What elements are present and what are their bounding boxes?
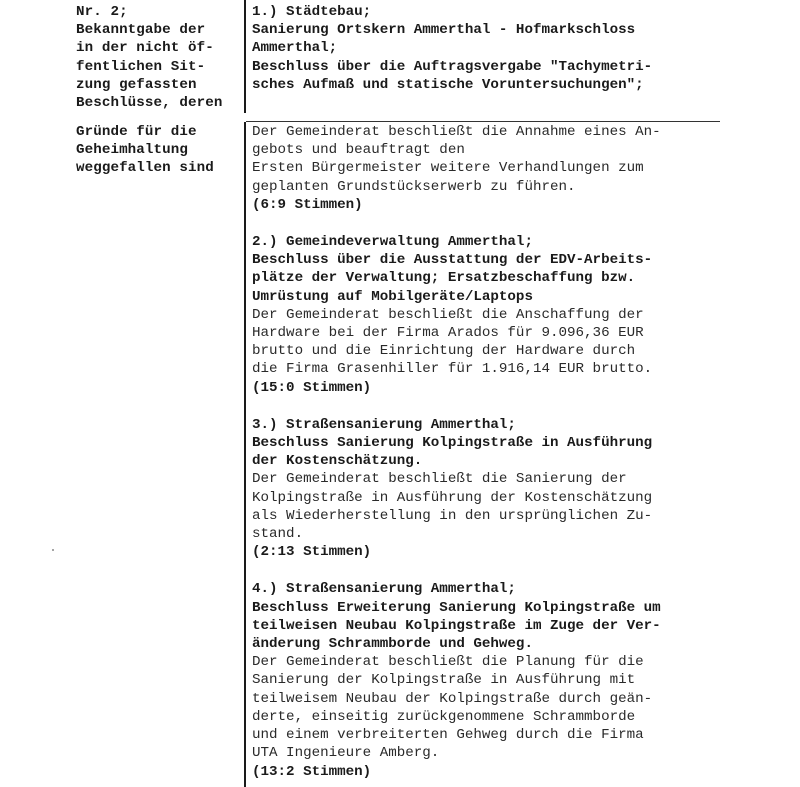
column-divider-main bbox=[244, 122, 246, 787]
secrecy-reason-label: Gründe für die Geheimhaltung weggefallen sind bbox=[76, 124, 214, 177]
scan-speck bbox=[52, 549, 54, 551]
agenda-number-label: Nr. 2; Bekanntgabe der in der nicht öf- fentlichen Sit- zung gefassten Beschlüsse, deren bbox=[76, 4, 223, 112]
resolution-1-body bbox=[252, 123, 722, 214]
resolution-text: Der Gemeinderat beschließt die Planung für die Sanierung der Kolpingstraße in Ausführung mit teilweisem Neubau der Kolpingstraße durch geän- derte, einseitig zurückgenommene Schrammborde und einem verbreiterten Gehweg durch die Firma UTA Ingenieure Amberg. bbox=[252, 654, 653, 762]
resolution-text: Der Gemeinderat beschließt die Anschaffung der Hardware bei der Firma Arados für 9.096,36 EUR brutto und die Einrichtung der Hardware durch die Firma Grasenhiller für 1.916,14 EUR brutto. bbox=[252, 306, 653, 378]
resolutions-list bbox=[252, 123, 722, 781]
resolution-title: 3.) Straßensanierung Ammerthal; Beschluss Sanierung Kolpingstraße in Ausführung der Kostenschätzung. bbox=[252, 416, 653, 470]
vote-result: (13:2 Stimmen) bbox=[252, 763, 372, 780]
vote-result: (2:13 Stimmen) bbox=[252, 544, 372, 561]
resolution-text: Der Gemeinderat beschließt die Annahme eines An- gebots und beauftragt den Ersten Bürgermeister weitere Verhandlungen zum geplanten Grundstückserwerb zu führen. bbox=[252, 124, 661, 195]
vote-result: (15:0 Stimmen) bbox=[252, 379, 372, 396]
resolution-title: 4.) Straßensanierung Ammerthal; Beschluss Erweiterung Sanierung Kolpingstraße um teilweisen Neubau Kolpingstraße im Zuge der Ver- änderung Schrammborde und Gehweg. bbox=[252, 581, 661, 653]
resolution-title: 1.) Städtebau; Sanierung Ortskern Ammerthal - Hofmarkschloss Ammerthal; Beschluss über die Auftragsvergabe "Tachymetri- sches Aufmaß und statische Voruntersuchungen"; bbox=[252, 4, 653, 93]
resolution-4 bbox=[252, 580, 722, 780]
vote-result: (6:9 Stimmen) bbox=[252, 196, 363, 213]
resolution-text: Der Gemeinderat beschließt die Sanierung der Kolpingstraße in Ausführung der Kostenschätzung als Wiederherstellung in den ursprünglichen Zu- stand. bbox=[252, 471, 653, 543]
resolution-3 bbox=[252, 416, 722, 562]
resolution-1-title bbox=[252, 3, 722, 94]
resolution-title: 2.) Gemeindeverwaltung Ammerthal; Beschluss über die Ausstattung der EDV-Arbeits- plätze der Verwaltung; Ersatzbeschaffung bzw. Umrüstung auf Mobilgeräte/Laptops bbox=[252, 234, 653, 305]
column-divider-top bbox=[244, 0, 246, 113]
resolution-2 bbox=[252, 233, 722, 397]
row-divider bbox=[246, 121, 720, 122]
